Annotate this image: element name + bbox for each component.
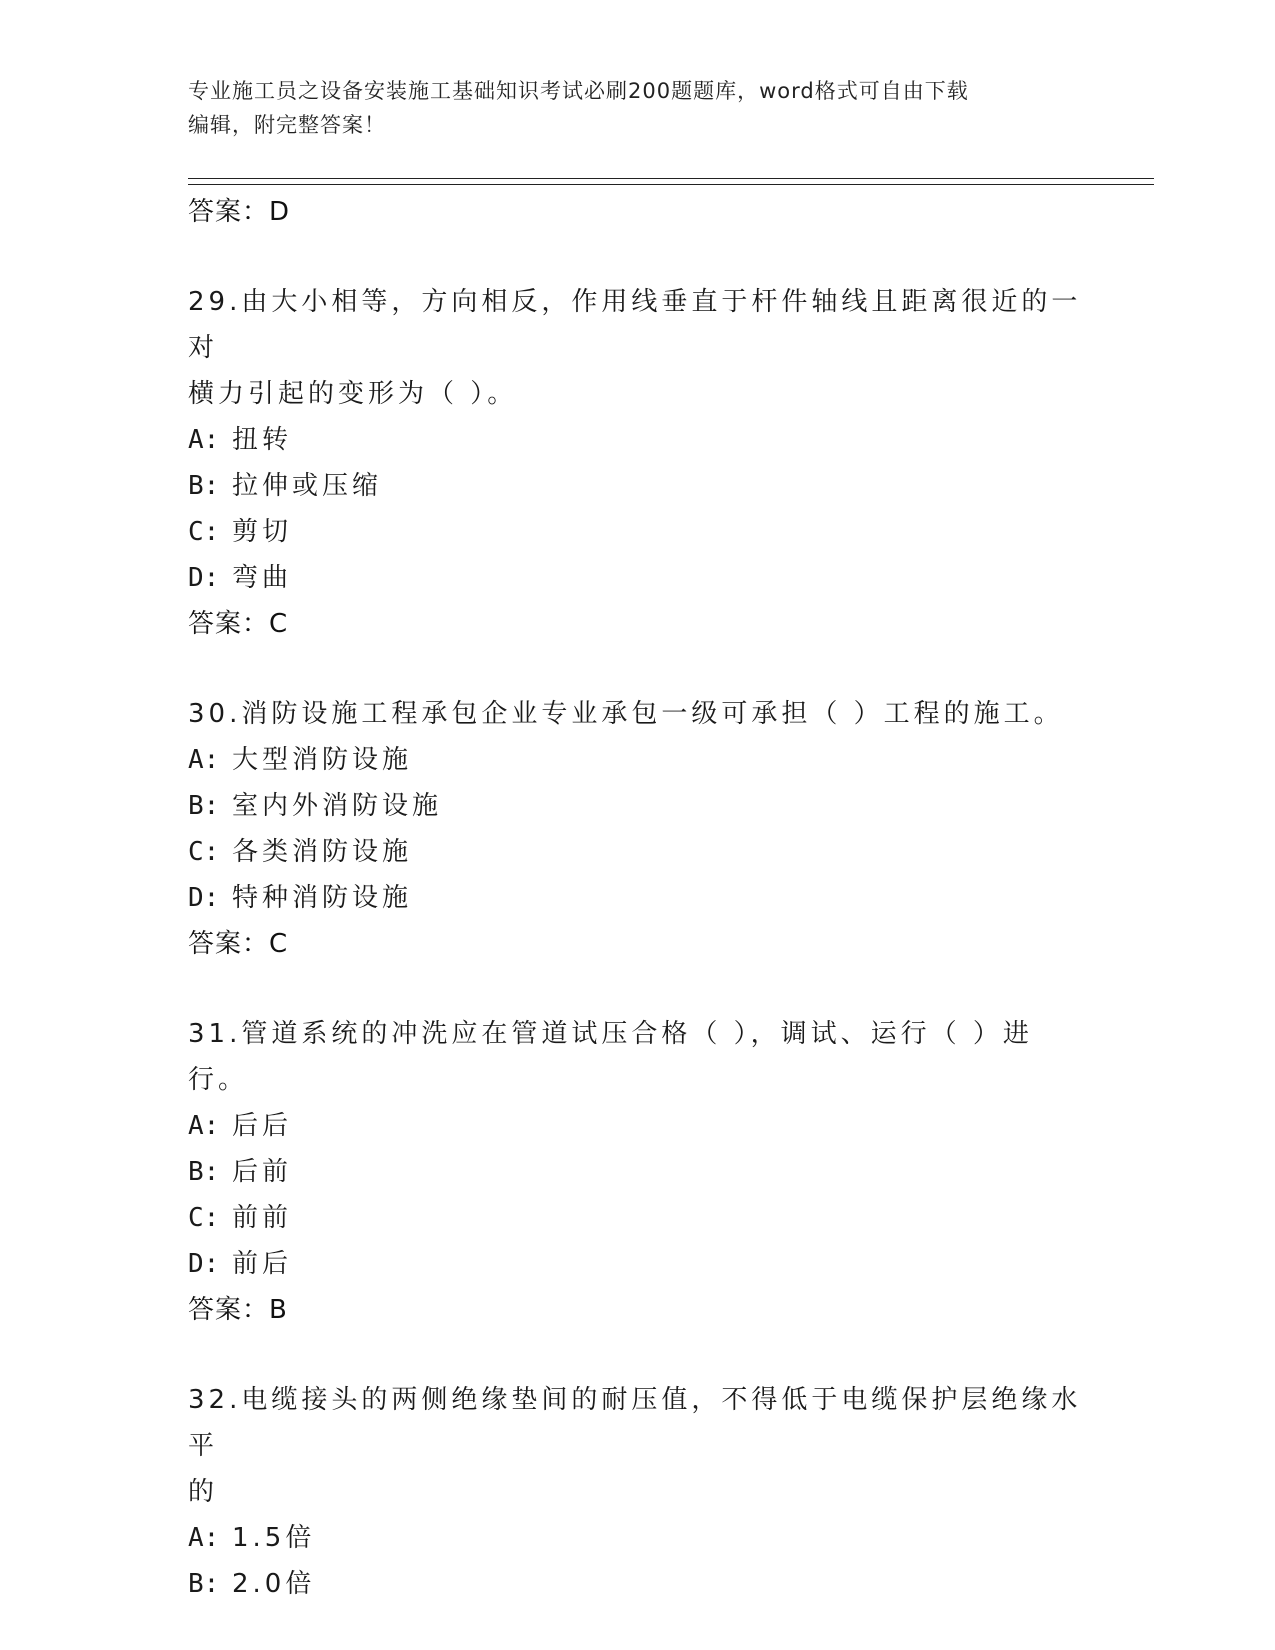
option-text: 前前	[232, 1203, 293, 1233]
option-letter: D:	[188, 1249, 220, 1279]
question-block	[188, 1011, 1088, 1333]
question-block	[188, 691, 1088, 967]
option-text: 后前	[232, 1157, 293, 1187]
question-stem: 29.由大小相等，方向相反，作用线垂直于杆件轴线且距离很近的一对	[188, 287, 1082, 363]
question-stem: 31.管道系统的冲洗应在管道试压合格（ ），调试、运行（ ）进行。	[188, 1019, 1033, 1095]
option-letter: A:	[188, 1523, 220, 1553]
option-text: 剪切	[232, 517, 293, 547]
option-c	[188, 829, 1088, 875]
option-b	[188, 463, 1088, 509]
question-stem-continued: 的	[188, 1477, 219, 1507]
option-letter: B:	[188, 1569, 220, 1599]
option-text: 特种消防设施	[232, 883, 413, 913]
option-letter: A:	[188, 425, 220, 455]
answer-line: 答案：B	[188, 1295, 288, 1325]
page-header	[188, 74, 1068, 142]
header-line-1: 专业施工员之设备安装施工基础知识考试必刷200题题库，word格式可自由下载	[188, 79, 969, 103]
option-d	[188, 1241, 1088, 1287]
header-divider	[188, 178, 1154, 185]
option-letter: C:	[188, 837, 220, 867]
option-b	[188, 783, 1088, 829]
option-letter: B:	[188, 471, 220, 501]
option-text: 前后	[232, 1249, 293, 1279]
option-a	[188, 1515, 1088, 1561]
option-text: 拉伸或压缩	[232, 471, 383, 501]
option-letter: A:	[188, 745, 220, 775]
option-a	[188, 1103, 1088, 1149]
question-stem: 32.电缆接头的两侧绝缘垫间的耐压值，不得低于电缆保护层绝缘水平	[188, 1385, 1082, 1461]
option-letter: D:	[188, 563, 220, 593]
option-text: 室内外消防设施	[232, 791, 443, 821]
option-text: 后后	[232, 1111, 293, 1141]
option-text: 1.5倍	[232, 1523, 316, 1553]
option-a	[188, 737, 1088, 783]
option-letter: B:	[188, 1157, 220, 1187]
option-letter: A:	[188, 1111, 220, 1141]
option-b	[188, 1149, 1088, 1195]
document-body	[188, 189, 1088, 1607]
question-stem-continued: 横力引起的变形为（ ）。	[188, 379, 518, 409]
option-d	[188, 875, 1088, 921]
option-text: 大型消防设施	[232, 745, 413, 775]
question-block	[188, 1377, 1088, 1607]
header-line-2: 编辑，附完整答案！	[188, 113, 386, 137]
option-letter: B:	[188, 791, 220, 821]
option-letter: C:	[188, 517, 220, 547]
option-a	[188, 417, 1088, 463]
option-b	[188, 1561, 1088, 1607]
option-text: 扭转	[232, 425, 293, 455]
option-text: 各类消防设施	[232, 837, 413, 867]
option-text: 2.0倍	[232, 1569, 316, 1599]
option-c	[188, 1195, 1088, 1241]
option-text: 弯曲	[232, 563, 293, 593]
question-block	[188, 279, 1088, 647]
answer-line: 答案：D	[188, 197, 291, 227]
option-c	[188, 509, 1088, 555]
option-d	[188, 555, 1088, 601]
option-letter: C:	[188, 1203, 220, 1233]
option-letter: D:	[188, 883, 220, 913]
answer-line: 答案：C	[188, 929, 289, 959]
answer-line: 答案：C	[188, 609, 289, 639]
question-stem: 30.消防设施工程承包企业专业承包一级可承担（ ）工程的施工。	[188, 699, 1064, 729]
